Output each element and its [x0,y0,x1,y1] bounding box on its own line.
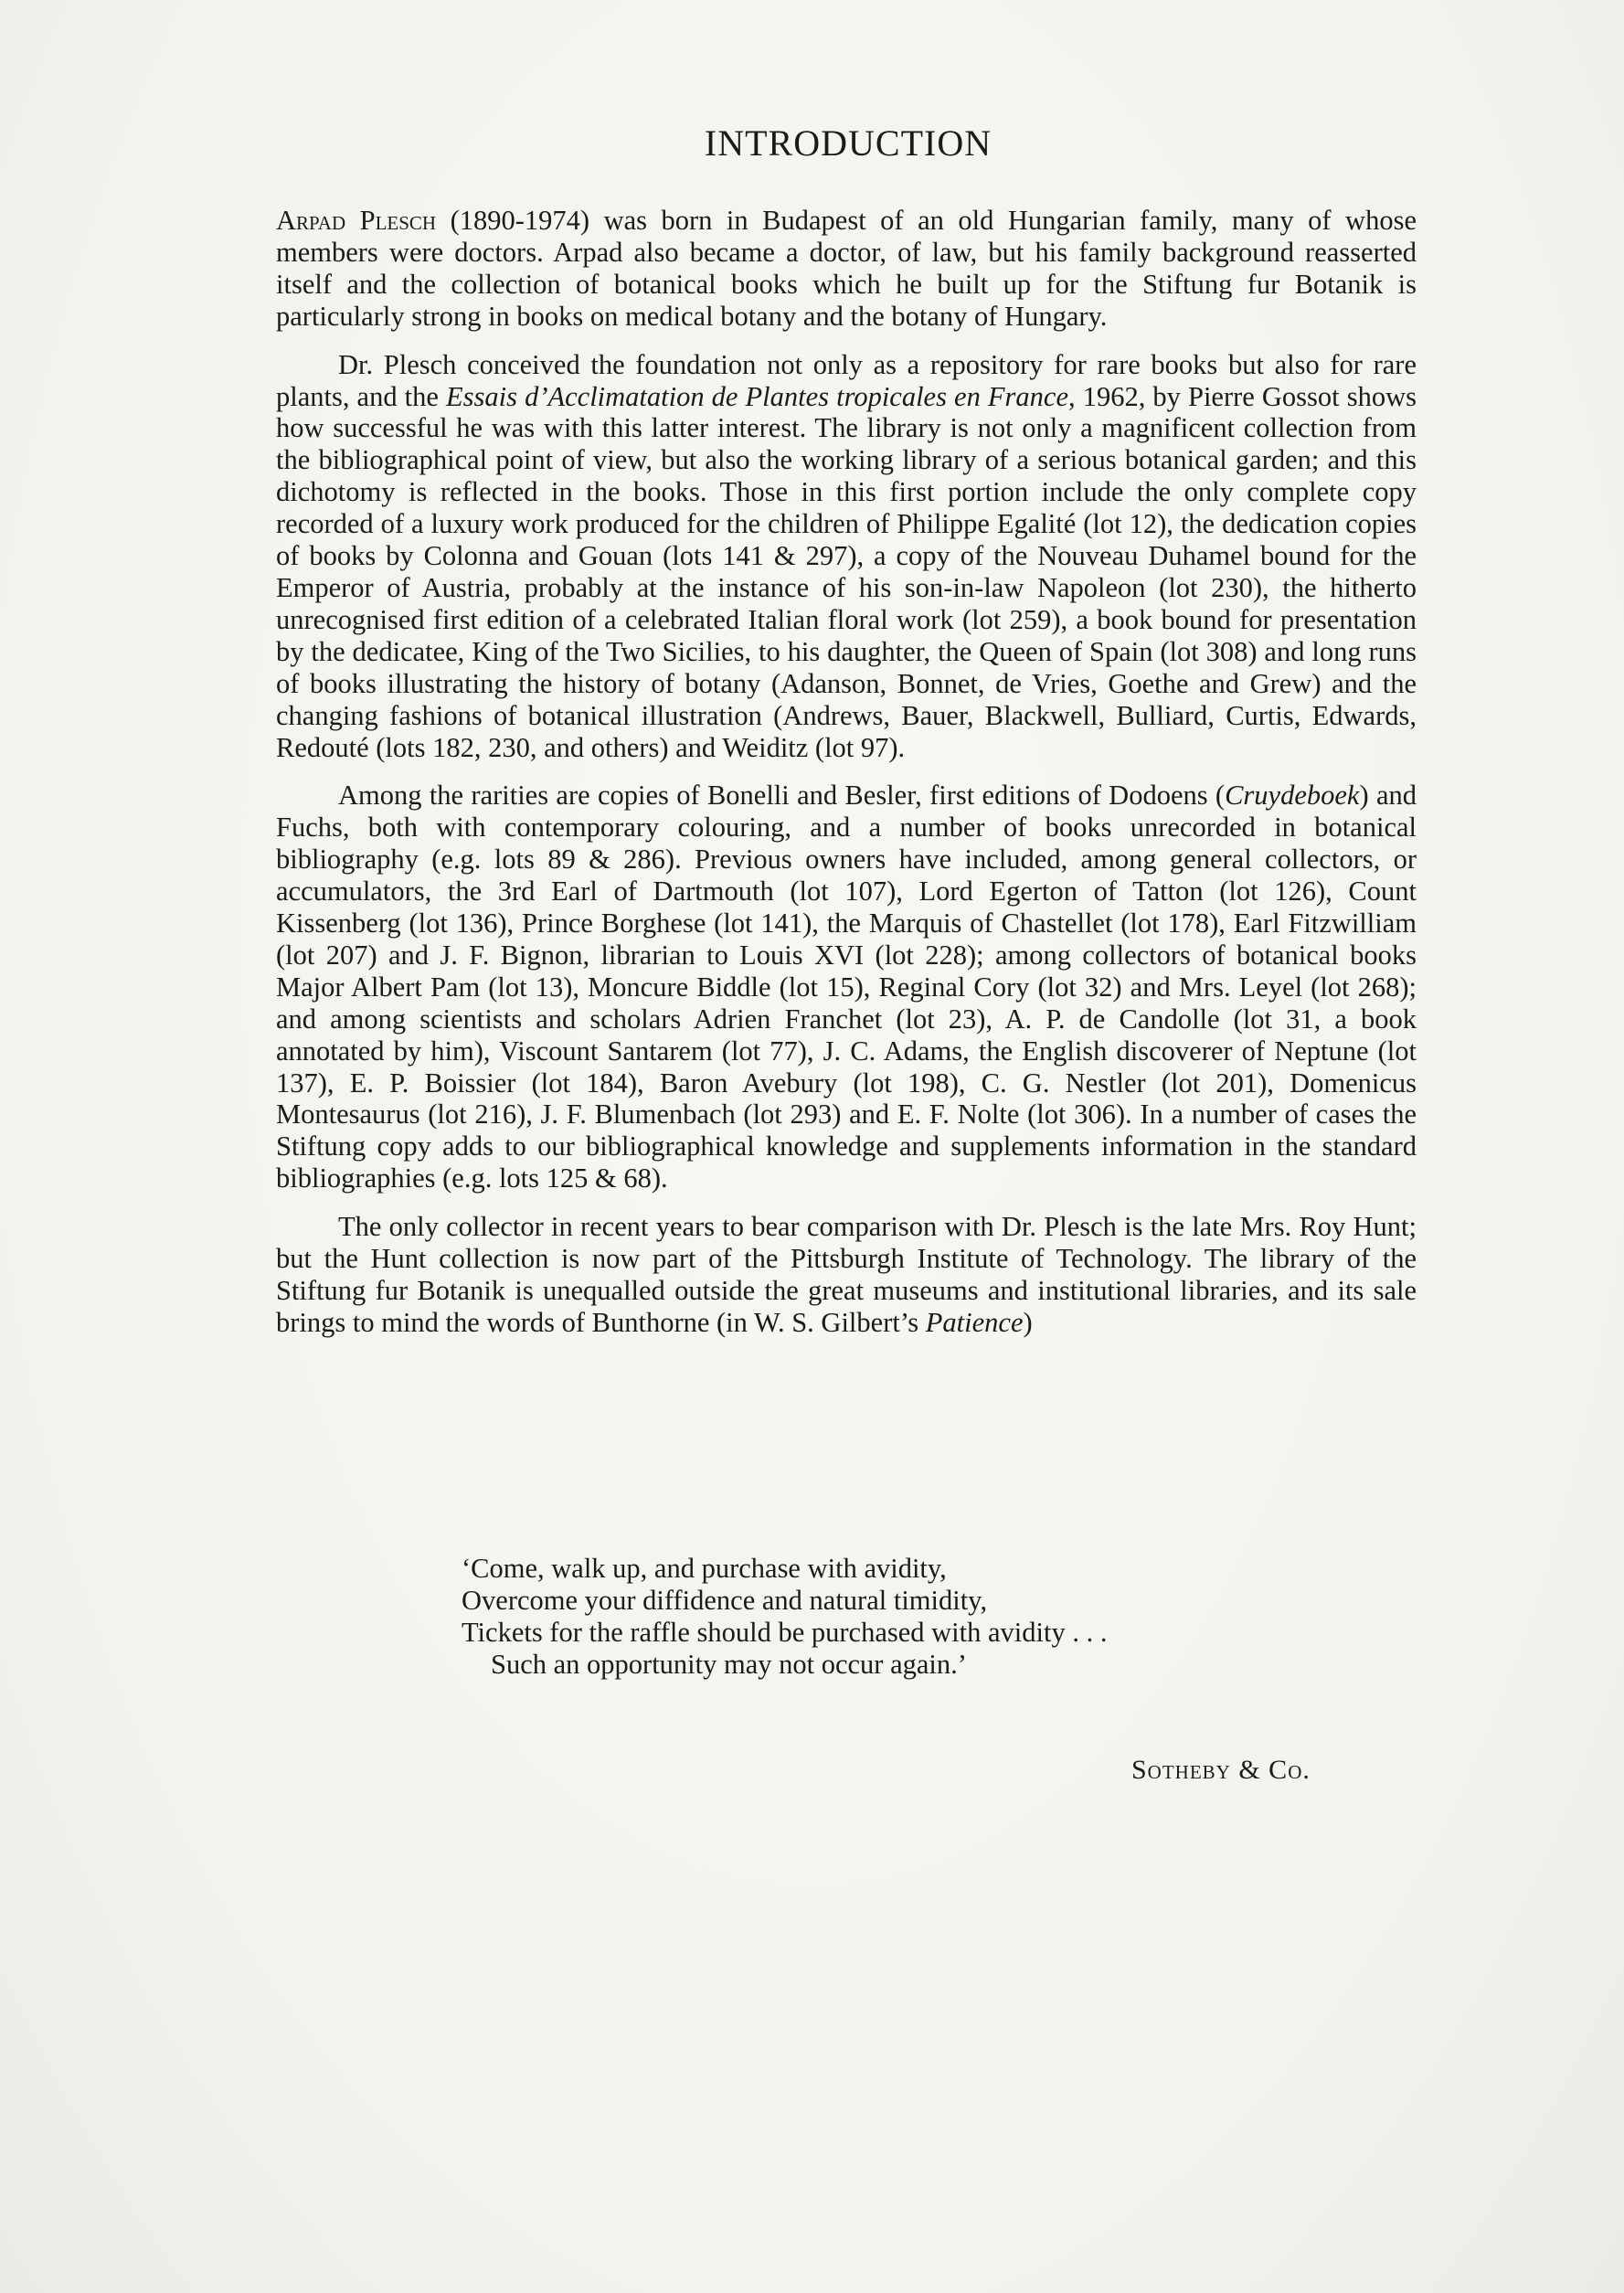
verse-line: Tickets for the raffle should be purchased with avidity . . . [462,1616,1108,1648]
book-title-patience: Patience [925,1306,1024,1338]
page-title: INTRODUCTION [704,122,992,164]
verse-line: Such an opportunity may not occur again.’ [491,1648,967,1680]
paragraph-2-text-a: Dr. Plesch conceived the foundation not only as a repository for rare books but also for rare plants, and the [276,348,1417,412]
paragraph-3-text-a: Among the rarities are copies of Bonelli and Besler, first editions of Dodoens ( [338,780,1226,812]
paragraph-1-text: (1890-1974) was born in Budapest of an old Hungarian family, many of whose members were doctors. Arpad also became a doctor, of law, but his family background reasserted itself and the collection of botanical books which he built up for the Stiftung fur Botanik is particularly strong in books on medical botany and the botany of Hungary. [276,205,1417,332]
book-title-cruydeboek: Cruydeboek [1225,780,1360,812]
paragraph-3 [276,780,1417,1194]
paragraph-4 [276,1211,1417,1339]
paragraph-1 [276,205,1417,333]
verse-quotation [462,1553,1107,1681]
verse-line: ‘Come, walk up, and purchase with avidity, [462,1553,947,1584]
body-text [276,205,1417,1355]
paragraph-4-text-b: ) [1023,1306,1033,1338]
author-name-smallcaps: Arpad Plesch [276,205,437,236]
paragraph-2-text-b: , 1962, by Pierre Gossot shows how successful he was with this latter interest. The library is not only a magnificent collection from the bibliographical point of view, but also the working library of a serious botanical garden; and this dichotomy is reflected in the books. Those in this first portion include the only complete copy recorded of a luxury work produced for the children of Philippe Egalité (lot 12), the dedication copies of books by Colonna and Gouan (lots 141 & 297), a copy of the Nouveau Duhamel bound for the Emperor of Austria, probably at the instance of his son-in-law Napoleon (lot 230), the hitherto unrecognised first edition of a celebrated Italian floral work (lot 259), a book bound for presentation by the dedicatee, King of the Two Sicilies, to his daughter, the Queen of Spain (lot 308) and long runs of books illustrating the history of botany (Adanson, Bonnet, de Vries, Goethe and Grew) and the changing fashions of botanical illustration (Andrews, Bauer, Blackwell, Bulliard, Curtis, Edwards, Redouté (lots 182, 230, and others) and Weiditz (lot 97). [276,380,1417,763]
signature: Sotheby & Co. [1131,1755,1311,1785]
paragraph-4-text-a: The only collector in recent years to bear comparison with Dr. Plesch is the late Mrs. Roy Hunt; but the Hunt collection is now part of the Pittsburgh Institute of Technology. The library of the Stiftung fur Botanik is unequalled outside the great museums and institutional libraries, and its sale brings to mind the words of Bunthorne (in W. S. Gilbert’s [276,1211,1417,1338]
book-title-essais: Essais d’Acclimatation de Plantes tropicales en France [446,380,1068,412]
verse-line: Overcome your diffidence and natural timidity, [462,1584,988,1616]
paragraph-2 [276,349,1417,764]
paragraph-3-text-b: ) and Fuchs, both with contemporary colouring, and a number of books unrecorded in botanical bibliography (e.g. lots 89 & 286). Previous owners have included, among general collectors, or accumulators, the 3rd Earl of Dartmouth (lot 107), Lord Egerton of Tatton (lot 126), Count Kissenberg (lot 136), Prince Borghese (lot 141), the Marquis of Chastellet (lot 178), Earl Fitzwilliam (lot 207) and J. F. Bignon, librarian to Louis XVI (lot 228); among collectors of botanical books Major Albert Pam (lot 13), Moncure Biddle (lot 15), Reginal Cory (lot 32) and Mrs. Leyel (lot 268); and among scientists and scholars Adrien Franchet (lot 23), A. P. de Candolle (lot 31, a book annotated by him), Viscount Santarem (lot 77), J. C. Adams, the English discoverer of Neptune (lot 137), E. P. Boissier (lot 184), Baron Avebury (lot 198), C. G. Nestler (lot 201), Domenicus Montesaurus (lot 216), J. F. Blumenbach (lot 293) and E. F. Nolte (lot 306). In a number of cases the Stiftung copy adds to our bibliographical knowledge and supplements information in the standard bibliographies (e.g. lots 125 & 68). [276,780,1417,1194]
